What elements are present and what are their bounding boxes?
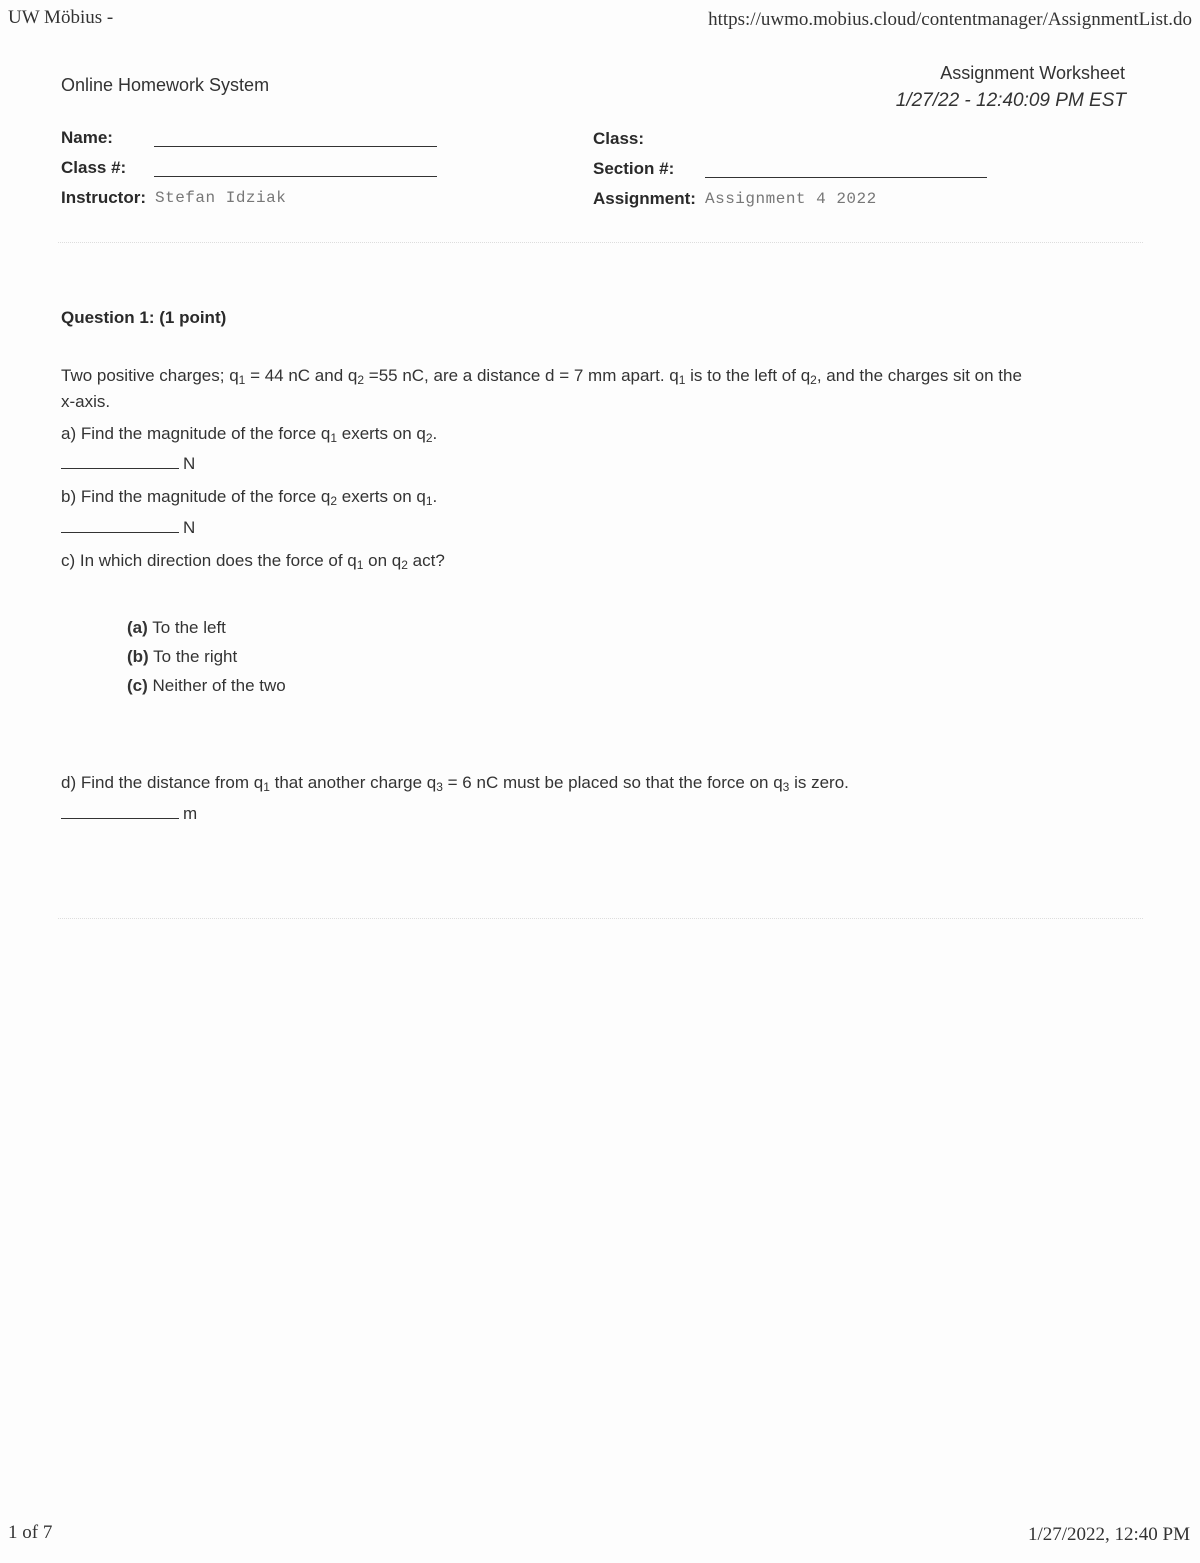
part-d-answer-blank[interactable]	[61, 806, 179, 819]
instructor-label: Instructor:	[61, 188, 146, 207]
print-site-title: UW Möbius -	[8, 7, 114, 28]
part-b-answer[interactable]	[61, 518, 195, 538]
part-a-unit: N	[183, 454, 196, 473]
class-number-label: Class #:	[61, 158, 127, 177]
part-b-unit: N	[183, 518, 196, 537]
question-title: Question 1: (1 point)	[61, 308, 227, 327]
part-a-prompt: a) Find the magnitude of the force $q_1$ exerts on $q_2$.	[61, 424, 438, 445]
print-page-number: 1 of 7	[8, 1522, 53, 1543]
print-url[interactable]: https://uwmo.mobius.cloud/contentmanager/AssignmentList.do	[708, 9, 1192, 30]
name-blank	[154, 146, 437, 147]
part-d-answer[interactable]	[61, 804, 197, 824]
worksheet-title: Assignment Worksheet	[940, 63, 1125, 83]
option-a[interactable]: (a) To the left	[127, 618, 226, 637]
question-divider	[58, 918, 1143, 919]
print-datetime: 1/27/2022, 12:40 PM	[1027, 1524, 1190, 1545]
worksheet-date: 1/27/22 - 12:40:09 PM EST	[895, 90, 1126, 111]
part-d-prompt: d) Find the distance from $q_1$ that another charge $q_3 = 6$ nC must be placed so that the force on $q_3$ is zero.	[61, 773, 849, 794]
option-b[interactable]: (b) To the right	[127, 647, 238, 666]
class-label: Class:	[593, 129, 645, 148]
part-d-unit: m	[183, 804, 198, 823]
class-number-blank	[154, 176, 437, 177]
part-c-prompt: c) In which direction does the force of $q_1$ on $q_2$ act?	[61, 551, 445, 572]
name-label: Name:	[61, 128, 113, 147]
section-blank	[705, 177, 987, 178]
section-divider	[58, 242, 1143, 243]
option-c[interactable]: (c) Neither of the two	[127, 676, 286, 695]
part-a-answer[interactable]	[61, 454, 195, 474]
assignment-label: Assignment:	[593, 189, 696, 208]
part-b-prompt: b) Find the magnitude of the force $q_2$ exerts on $q_1$.	[61, 487, 438, 508]
section-label: Section #:	[593, 159, 675, 178]
instructor-value: Stefan Idziak	[155, 189, 287, 207]
question-intro-line2: x-axis.	[61, 392, 111, 411]
question-intro: Two positive charges; $q_1 = 44$ nC and $q_2 =55$ nC, are a distance d = 7 mm apart. $q_1$ is to the left of $q_2$, and the charges sit on the	[61, 366, 1022, 387]
assignment-value: Assignment 4 2022	[705, 190, 877, 208]
part-a-answer-blank[interactable]	[61, 456, 179, 469]
part-b-answer-blank[interactable]	[61, 520, 179, 533]
system-name: Online Homework System	[61, 75, 270, 95]
